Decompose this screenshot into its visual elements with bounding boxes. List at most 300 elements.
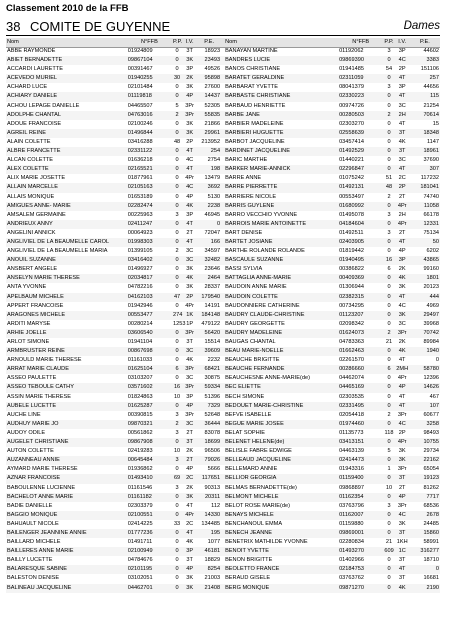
player-iv: 2C bbox=[398, 175, 406, 182]
player-ffb-number: 02282474 bbox=[127, 202, 172, 211]
player-ffb-number: 03763796 bbox=[339, 502, 364, 509]
player-name: BENOIT YVETTE bbox=[221, 547, 338, 556]
player-pp: 0 bbox=[172, 183, 182, 192]
player-iv: 2H bbox=[398, 211, 406, 218]
player-ffb-number: 01492529 bbox=[338, 147, 383, 156]
player-pe: 36444 bbox=[197, 420, 221, 429]
player-name: AZNAR FRANCOISE bbox=[6, 474, 127, 483]
table-row bbox=[6, 47, 440, 56]
player-name: ALEX COLETTE bbox=[6, 165, 127, 174]
player-name: BANDRES LUCIE bbox=[221, 56, 338, 65]
player-name: BARTHE ROLANDE ROLANDE bbox=[225, 248, 305, 255]
player-pp: 0 bbox=[387, 138, 391, 145]
player-name: BARRE PIERRETTE bbox=[221, 183, 338, 192]
player-ffb-number: 03416288 bbox=[127, 138, 153, 145]
player-name: BENON BRIGITTE bbox=[225, 557, 273, 564]
player-pp: 0 bbox=[383, 92, 394, 101]
player-iv: 4T bbox=[182, 165, 197, 174]
table-row bbox=[6, 493, 440, 502]
player-ffb-number: 01493410 bbox=[127, 474, 172, 483]
player-pp: 0 bbox=[383, 383, 394, 392]
player-pp: 274 bbox=[172, 311, 182, 320]
table-row bbox=[6, 365, 440, 374]
player-pe: 65054 bbox=[423, 466, 439, 473]
player-pe: 74740 bbox=[423, 193, 439, 200]
player-pe: 18829 bbox=[204, 557, 221, 564]
player-pe: 2190 bbox=[410, 584, 440, 593]
player-iv: 2T bbox=[398, 193, 406, 200]
player-name: BAUDONNIERE CATHERINE bbox=[225, 302, 300, 309]
player-name: BEOLETTO FRANCE bbox=[221, 565, 338, 574]
player-ffb-number: 02100246 bbox=[127, 120, 153, 127]
player-pp: 2 bbox=[172, 111, 182, 120]
player-name: BEGUE MARIE JOSEE bbox=[221, 420, 338, 429]
table-row bbox=[6, 202, 440, 211]
player-ffb-number: 02165521 bbox=[127, 165, 172, 174]
player-pe: 44602 bbox=[423, 48, 439, 54]
player-iv: 4P bbox=[186, 193, 194, 200]
player-pp: 0 bbox=[172, 547, 182, 556]
player-name: ARLOT SIMONE bbox=[7, 339, 50, 345]
player-iv: 3T bbox=[186, 48, 193, 54]
player-ffb-number: 01877961 bbox=[127, 175, 153, 182]
player-pp: 2 bbox=[387, 411, 391, 418]
player-pp: 0 bbox=[383, 56, 394, 65]
player-iv: 4C bbox=[186, 157, 194, 164]
player-ffb-number: 01824863 bbox=[127, 393, 153, 400]
player-iv: 2P bbox=[186, 138, 194, 145]
player-pp: 33 bbox=[173, 520, 181, 527]
player-pp: 0 bbox=[383, 474, 394, 483]
player-name: BELMAS BERNADETTE(de) bbox=[225, 484, 297, 491]
player-pe: 29734 bbox=[423, 448, 439, 455]
player-ffb-number: 00064923 bbox=[127, 229, 153, 236]
player-name: AUGELET CHRISTIANE bbox=[6, 438, 127, 447]
player-pe: 1077 bbox=[207, 539, 221, 546]
player-name: BARDINET JACQUELINE bbox=[221, 147, 338, 156]
player-pe: 51396 bbox=[204, 393, 221, 400]
player-name: ACEVEDO MURIEL bbox=[6, 74, 127, 83]
table-row bbox=[6, 538, 440, 547]
player-pp: 3 bbox=[387, 211, 391, 218]
player-pp: 0 bbox=[175, 157, 179, 164]
player-pe: 75134 bbox=[423, 229, 439, 236]
player-pe: 198 bbox=[197, 165, 221, 174]
player-name: ARMBRUSTER REINE bbox=[6, 347, 127, 356]
player-name: BEAU MARIE-NOELLE bbox=[221, 347, 338, 356]
table-row bbox=[6, 338, 440, 347]
table-row bbox=[6, 474, 440, 483]
player-pe: 58780 bbox=[410, 365, 440, 374]
table-row bbox=[6, 102, 440, 111]
table-row bbox=[6, 429, 440, 438]
player-pp: 5 bbox=[387, 448, 391, 455]
player-pe: 83078 bbox=[204, 429, 221, 436]
committee-name: COMITE DE GUYENNE bbox=[30, 19, 171, 34]
player-ffb-number: 00867698 bbox=[127, 347, 172, 356]
player-iv: 4K bbox=[395, 274, 410, 283]
player-name: AUCHE LINE bbox=[7, 411, 41, 418]
player-ffb-number: 00645484 bbox=[127, 456, 172, 465]
player-pp: 3 bbox=[175, 211, 179, 218]
player-name: ARHIE JOELLE bbox=[6, 329, 127, 338]
player-pp: 0 bbox=[172, 347, 182, 356]
table-row bbox=[6, 265, 440, 274]
player-ffb-number: 04465169 bbox=[338, 383, 383, 392]
player-ffb-number: 09869001 bbox=[338, 529, 383, 538]
table-row bbox=[6, 465, 440, 474]
player-name: BENCHANOUL EMMA bbox=[225, 520, 283, 527]
player-name: ALAIN COLETTE bbox=[7, 138, 51, 145]
player-name: AMSALEM GERMAINE bbox=[7, 211, 66, 218]
player-pp: 48 bbox=[383, 183, 394, 192]
player-name: BEAUCHE BRIGITTE bbox=[225, 357, 280, 364]
table-row bbox=[6, 347, 440, 356]
player-pe: 60677 bbox=[423, 411, 439, 418]
player-ffb-number: 01119818 bbox=[127, 92, 172, 101]
table-row bbox=[6, 356, 440, 365]
player-iv: 2C bbox=[182, 474, 197, 483]
player-pp: 0 bbox=[387, 393, 391, 400]
player-name: BANOS CHRISTIANE bbox=[225, 66, 281, 73]
player-iv: 3K bbox=[182, 584, 197, 593]
player-pe: 184148 bbox=[197, 311, 221, 320]
table-row bbox=[6, 520, 440, 529]
player-pe: 14626 bbox=[410, 383, 440, 392]
player-pe: 151106 bbox=[420, 66, 439, 73]
player-pp: 6 bbox=[172, 365, 182, 374]
player-ffb-number: 01161182 bbox=[127, 493, 172, 502]
player-iv: 4T bbox=[395, 238, 410, 247]
player-iv: 3K bbox=[395, 311, 410, 320]
player-name: BAILENGER JEANNINE ANNIE bbox=[6, 529, 127, 538]
player-ffb-number: 00553497 bbox=[339, 193, 364, 200]
player-pp: 3 bbox=[387, 48, 391, 54]
player-iv: 4T bbox=[395, 74, 410, 83]
player-pp: 0 bbox=[387, 520, 391, 527]
player-name: BAHUAULT NICOLE bbox=[7, 520, 59, 527]
player-iv: 4P bbox=[186, 466, 194, 473]
player-iv: 3C bbox=[398, 320, 406, 327]
player-pe: 46945 bbox=[204, 211, 221, 218]
player-name: BADIE DANIELLE bbox=[7, 502, 53, 509]
player-iv: 4C bbox=[398, 302, 406, 309]
player-iv: 3K bbox=[182, 56, 197, 65]
player-pe: 115 bbox=[410, 92, 440, 101]
committee-number: 38 bbox=[6, 19, 21, 34]
player-name: BALINEAU JACQUELINE bbox=[6, 584, 127, 593]
player-pp: 0 bbox=[175, 357, 179, 364]
player-pp: 5 bbox=[175, 102, 179, 109]
player-ffb-number: 03413151 bbox=[338, 438, 383, 447]
player-iv: 4T bbox=[395, 92, 410, 101]
player-iv: 2MH bbox=[395, 365, 410, 374]
player-pe: 95898 bbox=[197, 74, 221, 83]
player-name: BAGGIO MONIQUE bbox=[6, 511, 127, 520]
player-pe: 59334 bbox=[197, 383, 221, 392]
player-pe: 15 bbox=[432, 120, 439, 127]
player-iv: 4K bbox=[395, 347, 410, 356]
player-iv: 3P bbox=[398, 84, 406, 91]
player-ffb-number: 01492131 bbox=[338, 183, 383, 192]
player-pp: 3 bbox=[387, 229, 391, 236]
player-pp: 0 bbox=[387, 375, 391, 382]
player-ffb-number: 02184753 bbox=[338, 565, 383, 574]
player-pe: 66178 bbox=[423, 211, 439, 218]
table-row bbox=[6, 411, 440, 420]
player-ffb-number: 02303379 bbox=[127, 502, 153, 509]
player-iv: 3C bbox=[182, 256, 197, 265]
player-name: BARTET JOSIANE bbox=[221, 238, 338, 247]
player-pe: 72047 bbox=[204, 229, 221, 236]
player-pe: 90313 bbox=[204, 484, 221, 491]
table-row bbox=[6, 447, 440, 456]
player-iv: 2T bbox=[186, 429, 193, 436]
player-pe: 479122 bbox=[201, 320, 221, 327]
player-pp: 0 bbox=[175, 466, 179, 473]
player-ffb-number: 04184604 bbox=[338, 220, 383, 229]
player-pe: 0 bbox=[410, 565, 440, 574]
table-row bbox=[6, 393, 440, 402]
table-row bbox=[6, 374, 440, 383]
player-pp: 0 bbox=[172, 256, 182, 265]
player-name: BARBIER MADELEINE bbox=[225, 120, 284, 127]
player-ffb-number: 01123207 bbox=[338, 311, 383, 320]
player-pe: 24485 bbox=[423, 520, 439, 527]
player-pp: 51 bbox=[385, 175, 393, 182]
player-pe: 117651 bbox=[197, 474, 221, 483]
player-ffb-number: 01998303 bbox=[127, 238, 172, 247]
player-pe: 99160 bbox=[423, 266, 439, 273]
player-name: BAILLARD MICHELE bbox=[7, 539, 61, 546]
player-iv: 3Pr bbox=[397, 411, 407, 418]
player-name: BERAUD GISELE bbox=[225, 575, 271, 582]
player-pp: 0 bbox=[175, 175, 179, 182]
player-iv: 4K bbox=[395, 584, 410, 593]
player-ffb-number: 01636218 bbox=[127, 157, 153, 164]
player-name: BELLEAUD JACQUELINE bbox=[221, 456, 338, 465]
player-pp: 21 bbox=[385, 339, 393, 345]
player-pe: 181041 bbox=[410, 183, 440, 192]
player-iv: 3T bbox=[395, 147, 410, 156]
col-header-pp: P.P. bbox=[172, 38, 182, 48]
player-pe: 22162 bbox=[410, 456, 440, 465]
player-ffb-number: 01496844 bbox=[127, 129, 172, 138]
player-ffb-number: 01135773 bbox=[339, 429, 364, 436]
table-row bbox=[6, 565, 440, 574]
player-pp: 0 bbox=[387, 102, 391, 109]
player-iv: 4Pr bbox=[395, 202, 410, 211]
player-iv: 3K bbox=[182, 493, 197, 502]
player-pp: 0 bbox=[172, 565, 182, 574]
table-row bbox=[6, 311, 440, 320]
player-ffb-number: 09867104 bbox=[127, 56, 172, 65]
player-name: BELAT SOPHIE bbox=[225, 429, 265, 436]
player-iv: 3K bbox=[186, 120, 194, 127]
player-ffb-number: 01159400 bbox=[338, 474, 383, 483]
player-pe: 50 bbox=[410, 238, 440, 247]
player-name: ABBE RAYMONDE bbox=[7, 48, 56, 54]
player-pp: 0 bbox=[175, 66, 179, 73]
player-pp: 3 bbox=[387, 502, 391, 509]
player-pp: 118 bbox=[384, 429, 394, 436]
player-iv: 3T bbox=[186, 557, 193, 564]
player-ffb-number: 02414225 bbox=[127, 520, 153, 527]
player-pp: 3 bbox=[175, 429, 179, 436]
player-pp: 69 bbox=[172, 474, 182, 483]
player-pp: 609 bbox=[383, 547, 394, 556]
player-pp: 54 bbox=[385, 66, 393, 73]
player-iv: 2T bbox=[186, 229, 193, 236]
player-ffb-number: 01941104 bbox=[127, 339, 153, 345]
player-pp: 0 bbox=[172, 165, 182, 174]
player-ffb-number: 01162007 bbox=[338, 511, 383, 520]
player-name: BAILLERES ANNE MARIE bbox=[6, 547, 127, 556]
player-name: BARRIS GUYLENE bbox=[221, 202, 338, 211]
table-row bbox=[6, 138, 440, 147]
player-name: ANGLIVIEL DE LA BEAUMELLE MARIA bbox=[7, 248, 108, 255]
player-pp: 0 bbox=[172, 529, 182, 538]
player-pp: 0 bbox=[172, 129, 182, 138]
player-iv: 3T bbox=[182, 438, 197, 447]
player-pp: 10 bbox=[173, 448, 181, 455]
table-row bbox=[6, 183, 440, 192]
player-ffb-number: 01924809 bbox=[127, 48, 153, 54]
table-row bbox=[6, 74, 440, 83]
player-name: BAUDOIN ANNE MARIE bbox=[225, 284, 287, 291]
player-iv: 4P bbox=[395, 383, 410, 392]
player-name: BEFVE ISABELLE bbox=[225, 411, 272, 418]
player-pe: 2754 bbox=[207, 157, 221, 164]
player-name: APELBAUM MICHELE bbox=[6, 293, 127, 302]
player-name: BARKER MARIE-ANNICK bbox=[221, 165, 338, 174]
player-pp: 0 bbox=[383, 238, 394, 247]
table-row bbox=[6, 92, 440, 101]
player-pp: 0 bbox=[175, 284, 179, 291]
player-iv: 1KH bbox=[396, 539, 408, 546]
player-pp: 0 bbox=[383, 529, 394, 538]
player-iv: 1C bbox=[395, 547, 410, 556]
player-name: BARBIERI HUGUETTE bbox=[221, 129, 338, 138]
player-pp: 0 bbox=[175, 48, 179, 54]
player-pp: 0 bbox=[175, 229, 179, 236]
player-pp: 6 bbox=[387, 266, 391, 273]
player-pp: 3 bbox=[387, 84, 391, 91]
player-ffb-number: 00391467 bbox=[127, 66, 153, 73]
table-row bbox=[6, 511, 440, 520]
player-ffb-number: 01943316 bbox=[339, 466, 364, 473]
player-pp: 0 bbox=[383, 165, 394, 174]
player-iv: 4T bbox=[186, 502, 193, 509]
player-pe: 12331 bbox=[410, 220, 440, 229]
player-ffb-number: 01495078 bbox=[339, 211, 364, 218]
player-ffb-number: 09867908 bbox=[127, 438, 172, 447]
player-pp: 0 bbox=[172, 493, 182, 502]
player-pp: 1 bbox=[387, 466, 391, 473]
player-name: BABOULENNE LUCIENNE bbox=[7, 484, 76, 491]
table-row bbox=[6, 320, 440, 329]
player-iv: 4Pr bbox=[182, 511, 197, 520]
table-row bbox=[6, 484, 440, 493]
player-pp: 2 bbox=[172, 420, 182, 429]
player-iv: 3C bbox=[398, 157, 406, 164]
player-pe: 70614 bbox=[410, 111, 440, 120]
player-pp: 0 bbox=[175, 575, 179, 582]
player-iv: 2C bbox=[186, 520, 194, 527]
player-pp: 0 bbox=[383, 402, 394, 411]
player-pe: 3383 bbox=[410, 56, 440, 65]
player-pe: 7329 bbox=[197, 402, 221, 411]
player-pe: 79026 bbox=[197, 456, 221, 465]
player-name: ACHIARY DANIELE bbox=[6, 92, 127, 101]
player-iv: 3Pr bbox=[182, 383, 197, 392]
player-name: AUZANNEAU ANNIE bbox=[6, 456, 127, 465]
player-iv: 4T bbox=[182, 147, 197, 156]
player-ffb-number: 02558639 bbox=[338, 129, 383, 138]
player-pp: 2 bbox=[175, 248, 179, 255]
category-label: Dames bbox=[403, 20, 440, 32]
player-iv: 4Pr bbox=[395, 220, 410, 229]
table-row bbox=[6, 329, 440, 338]
player-pp: 0 bbox=[387, 284, 391, 291]
player-pp: 21 bbox=[385, 539, 393, 546]
player-name: BENAYS MICHELE bbox=[221, 511, 338, 520]
player-name: BALARESQUE SABINE bbox=[6, 565, 127, 574]
player-pp: 16 bbox=[383, 256, 394, 265]
player-pe: 43865 bbox=[410, 256, 440, 265]
player-pe: 21408 bbox=[197, 584, 221, 593]
player-iv: 3Pr bbox=[185, 102, 194, 109]
player-pe: 18961 bbox=[410, 147, 440, 156]
player-ffb-number: 03457414 bbox=[339, 138, 364, 145]
player-pp: 3 bbox=[175, 411, 179, 418]
player-name: BAUDRY CLAUDE-CHRISTINE bbox=[221, 311, 338, 320]
player-iv: 4C bbox=[395, 511, 410, 520]
player-name: ACHARD LUCE bbox=[7, 84, 48, 91]
player-ffb-number: 09869390 bbox=[338, 56, 383, 65]
player-ffb-number: 02105163 bbox=[127, 183, 172, 192]
player-iv: 3C bbox=[186, 248, 194, 255]
player-iv: 4Pr bbox=[395, 438, 410, 447]
player-ffb-number: 02100949 bbox=[127, 547, 172, 556]
player-ffb-number: 01306944 bbox=[339, 284, 364, 291]
player-pp: 48 bbox=[173, 138, 181, 145]
player-name: BART DENISE bbox=[225, 229, 263, 236]
table-row bbox=[6, 283, 440, 292]
player-pp: 3 bbox=[172, 456, 182, 465]
player-pp: 0 bbox=[172, 402, 182, 411]
player-pe: 1801 bbox=[410, 274, 440, 283]
player-name: APPERT FRANCOISE bbox=[7, 302, 64, 309]
player-pe: 49526 bbox=[204, 66, 221, 73]
table-row bbox=[6, 274, 440, 283]
player-ffb-number: 09871270 bbox=[338, 584, 383, 593]
player-ffb-number: 01075242 bbox=[339, 175, 364, 182]
col-header-iv: I.V. bbox=[182, 38, 197, 48]
player-pe: 117232 bbox=[420, 175, 439, 182]
player-pp: 0 bbox=[383, 347, 394, 356]
player-name: BARIC MARTHE bbox=[225, 157, 268, 164]
player-ffb-number: 01161546 bbox=[127, 484, 153, 491]
player-name: AUBELE LUCETTE bbox=[6, 402, 127, 411]
player-name: ACCARDI LAURETTE bbox=[7, 66, 63, 73]
player-pp: 16 bbox=[172, 383, 182, 392]
player-pe: 18710 bbox=[423, 557, 439, 564]
player-ffb-number: 01940255 bbox=[127, 74, 172, 83]
table-row bbox=[6, 438, 440, 447]
player-iv: 3K bbox=[398, 520, 406, 527]
player-name: BARATET GERALDINE bbox=[221, 74, 338, 83]
